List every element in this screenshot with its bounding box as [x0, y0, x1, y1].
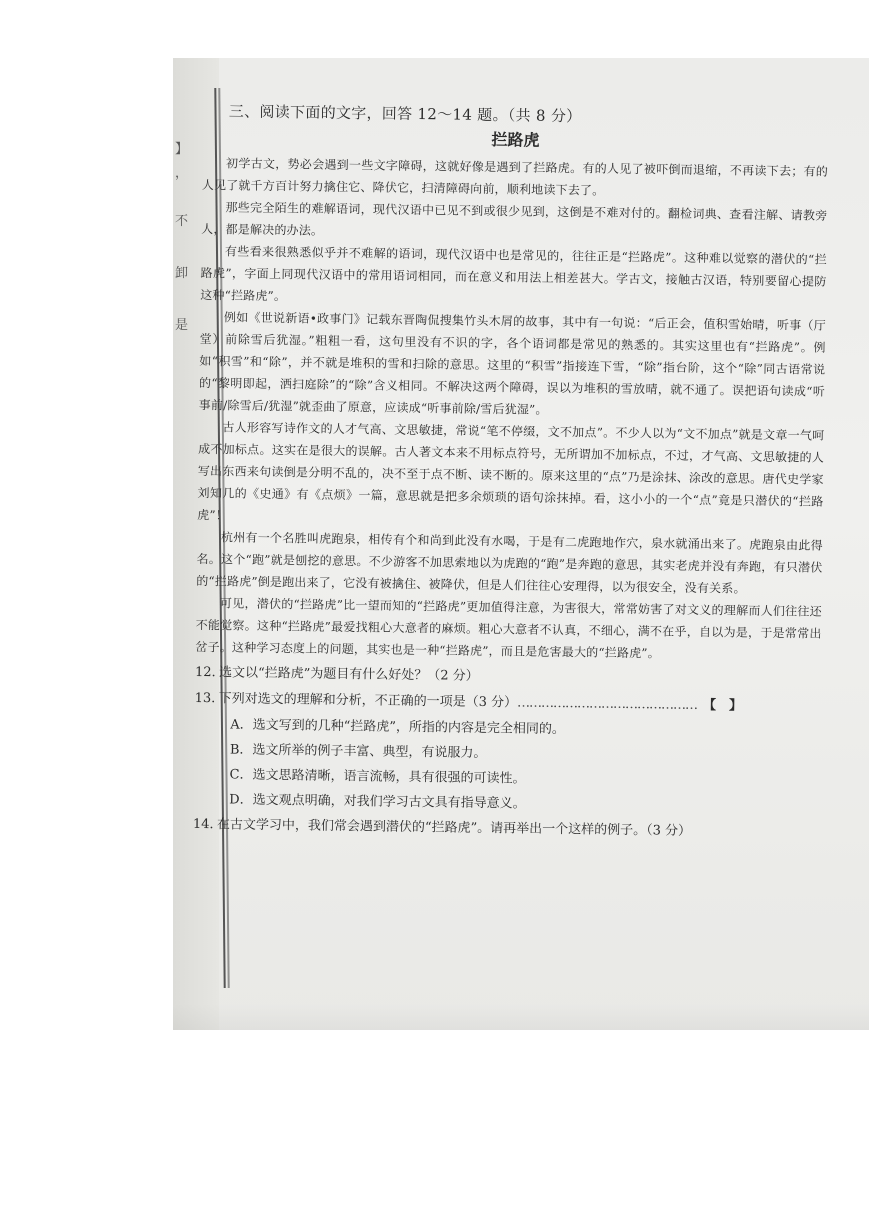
question-text: 在古文学习中，我们常会遇到潜伏的“拦路虎”。请再举出一个这样的例子。（3 分）	[216, 817, 692, 839]
paragraph: 可见，潜伏的“拦路虎”比一望而知的“拦路虎”更加值得注意，为害很大，常常妨害了对文义的理解而人们往往还不能觉察。这种“拦路虎”最爱找粗心大意者的麻烦。粗心大意者不认真，不细心，满不在乎，自以为是，于是常常出岔子。这种学习态度上的问题，其实也是一种“拦路虎”，而且是危害最大的“拦路虎”。	[195, 596, 823, 661]
margin-mark: 是	[175, 318, 189, 333]
photo-of-exam-page	[173, 58, 869, 1030]
section-header: 三、阅读下面的文字，回答 12～14 题。（共 8 分）	[228, 102, 582, 126]
answer-bracket: 【 】	[702, 698, 743, 714]
question-number: 14.	[192, 816, 214, 833]
margin-mark: ，	[175, 166, 189, 181]
option-b: B．选文所举的例子丰富、典型，有说服力。	[229, 742, 487, 762]
option-c: C．选文思路清晰，语言流畅，具有很强的可读性。	[229, 767, 526, 787]
questions	[193, 660, 821, 847]
margin-mark: 卸	[175, 266, 189, 281]
paragraph: 那些完全陌生的难解语词，现代汉语中已见不到或很少见到，这倒是不难对付的。翻检词典、查看注解、请教旁人，都是解决的办法。	[201, 200, 828, 238]
option-a: A．选文写到的几种“拦路虎”，所指的内容是完全相同的。	[230, 717, 566, 738]
photo-bottom-shade	[173, 1004, 869, 1030]
paragraph: 初学古文，势必会遇到一些文字障碍，这就好像是遇到了拦路虎。有的人见了被吓倒而退缩，不再读下去；有的人见了就千方百计努力擒住它、降伏它，扫清障碍向前，顺利地读下去了。	[201, 156, 829, 198]
question-number: 12.	[194, 664, 216, 681]
paragraph: 有些看来很熟悉似乎并不难解的语词，现代汉语中也是常见的，往往正是“拦路虎”。这种难以觉察的潜伏的“拦路虎”，字面上同现代汉语中的常用语词相同，而在意义和用法上相差甚大。学古文，接触古汉语，特别要留心提防这种“拦路虎”。	[200, 244, 827, 304]
paragraph: 古人形容写诗作文的人才气高、文思敏捷，常说“笔不停缀，文不加点”。不少人以为“文不加点”就是文章一气呵成不加标点。这实在是很大的误解。古人著文本来不用标点符号，无所谓加不加标点，不过，才气高、文思敏捷的人写出东西来句读倒是分明不乱的，决不至于点不断、读不断的。原来这里的“点”乃是涂抹、涂改的意思。唐代史学家刘知几的《史通》有《点烦》一篇，意思就是把多余烦琐的语句涂抹掉。看，这小小的一个“点”竟是只潜伏的“拦路虎”！	[197, 420, 825, 523]
paragraph: 杭州有一个名胜叫虎跑泉，相传有个和尚到此没有水喝，于是有二虎跑地作穴，泉水就涌出来了。虎跑泉由此得名。这个“跑”就是刨挖的意思。不少游客不加思索地以为虎跑的“跑”是奔跑的意思，其实老虎并没有奔跑，有只潜伏的“拦路虎”倒是跑出来了，它没有被擒住、被降伏，但是人们往往心安理得，以为很安全，没有关系。	[196, 530, 823, 596]
question-text: 选文以“拦路虎”为题目有什么好处？（2 分）	[218, 665, 479, 684]
option-d: D．选文观点明确，对我们学习古文具有指导意义。	[229, 792, 526, 812]
paragraph: 例如《世说新语•政事门》记载东晋陶侃搜集竹头木屑的故事，其中有一句说：“后正会，值积雪始晴，听事（厅堂）前除雪后犹湿。”粗粗一看，这句里没有不识的字，各个语词都是常见的熟悉的。其实这里也有“拦路虎”。例如“积雪”和“除”，并不就是堆积的雪和扫除的意思。这里的“积雪”指接连下雪，“除”指台阶，这个“除”同古语常说的“黎明即起，洒扫庭除”的“除”含义相同。不解决这两个障碍，误以为堆积的雪放晴，就不通了。误把语句读成“听事前/除雪后/犹湿”就歪曲了原意，应读成“听事前除/雪后犹湿”。	[198, 310, 827, 417]
margin-mark: 不	[175, 214, 189, 229]
question-text: 下列对选文的理解和分析，不正确的一项是（3 分）	[218, 691, 518, 711]
margin-mark: 】	[175, 142, 189, 157]
exam-page	[190, 100, 829, 1009]
question-number: 13.	[194, 690, 216, 707]
article-title: 拦路虎	[491, 130, 540, 150]
leader-dots: ………………………………………	[516, 695, 698, 713]
